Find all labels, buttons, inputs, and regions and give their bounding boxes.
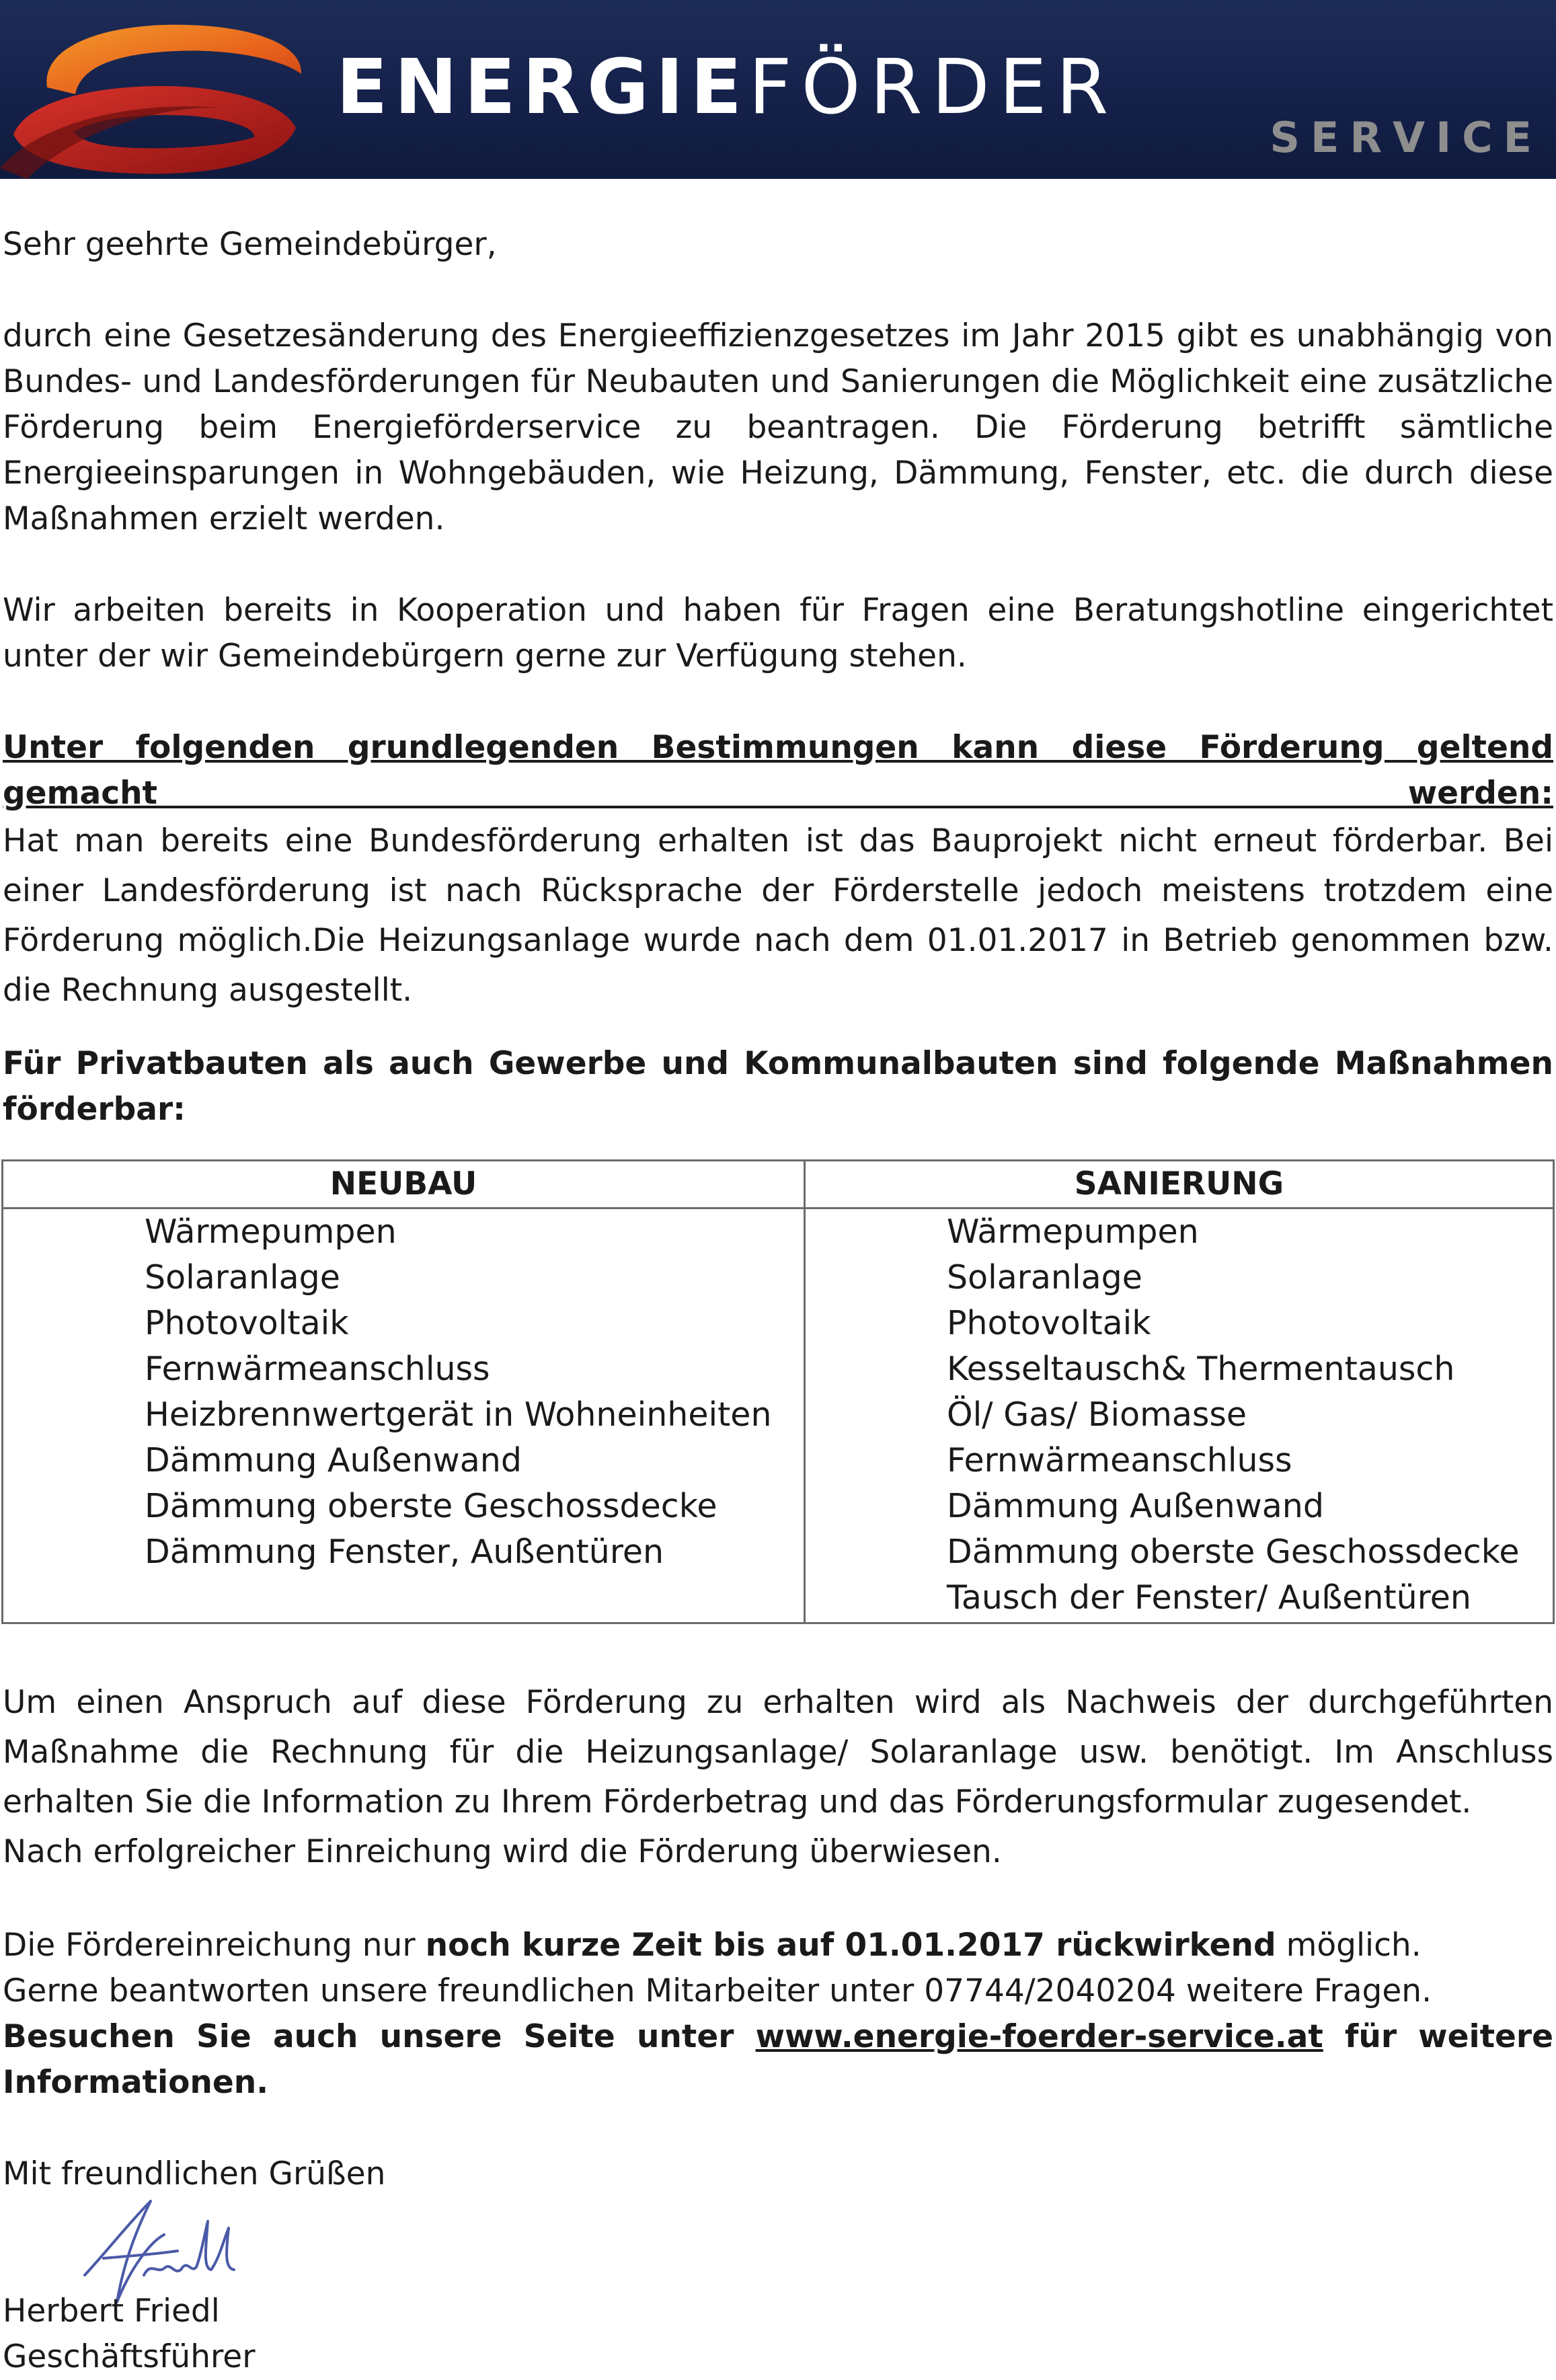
energiefoerder-logo-icon bbox=[0, 0, 316, 179]
measures-heading: Für Privatbauten als auch Gewerbe und Kommunalbauten sind folgende Maßnahmen förderbar: bbox=[3, 1045, 1553, 1128]
paragraph-payout: Nach erfolgreicher Einreichung wird die Förderung überwiesen. bbox=[3, 1833, 1002, 1870]
list-item: Solaranlage bbox=[145, 1258, 340, 1297]
website-suffix: für weitere Informationen. bbox=[3, 2018, 1553, 2101]
closing: Mit freundlichen Grüßen bbox=[3, 2155, 386, 2192]
website-prefix: Besuchen Sie auch unsere Seite unter bbox=[3, 2018, 756, 2055]
table-header-row bbox=[3, 1161, 1554, 1208]
deadline-emphasis: noch kurze Zeit bis auf 01.01.2017 rückwirkend bbox=[425, 1927, 1276, 1964]
letter-body bbox=[3, 222, 1553, 2380]
brand-title-bold: ENERGIE bbox=[336, 44, 749, 131]
table-row bbox=[3, 1208, 1554, 1623]
list-item: Dämmung Fenster, Außentüren bbox=[145, 1533, 664, 1571]
signer-name: Herbert Friedl bbox=[3, 2293, 220, 2330]
signer-title: Geschäftsführer bbox=[3, 2338, 256, 2375]
list-item: Kesseltausch& Thermentausch bbox=[947, 1350, 1455, 1388]
website-line bbox=[3, 2014, 1553, 2106]
sanierung-column bbox=[805, 1208, 1554, 1623]
neubau-list bbox=[3, 1209, 804, 1575]
brand-subtitle: SERVICE bbox=[1270, 113, 1543, 162]
neubau-header: NEUBAU bbox=[3, 1161, 805, 1208]
hotline-line: Gerne beantworten unsere freundlichen Mitarbeiter unter 07744/2040204 weitere Fragen. bbox=[3, 1972, 1432, 2009]
list-item: Heizbrennwertgerät in Wohneinheiten bbox=[145, 1395, 772, 1434]
paragraph-proof: Um einen Anspruch auf diese Förderung zu erhalten wird als Nachweis der durchgeführten Maßnahme die Rechnung für die Heizungsanlage/ Solaranlage usw. benötigt. Im Anschluss erhalten Sie die Information zu Ihrem Förderbetrag und das Förderungsformular zugesendet. bbox=[3, 1684, 1553, 1820]
list-item: Dämmung oberste Geschossdecke bbox=[145, 1487, 717, 1525]
brand-title-light: FÖRDER bbox=[748, 44, 1118, 131]
deadline-line bbox=[3, 1923, 1553, 1968]
list-item: Dämmung Außenwand bbox=[947, 1487, 1324, 1525]
website-link[interactable]: www.energie-foerder-service.at bbox=[755, 2018, 1323, 2055]
salutation: Sehr geehrte Gemeindebürger, bbox=[3, 226, 497, 263]
paragraph-cooperation: Wir arbeiten bereits in Kooperation und haben für Fragen eine Beratungshotline eingerichtet unter der wir Gemeindebürgern gerne zur Verfügung stehen. bbox=[3, 592, 1553, 675]
conditions-heading: Unter folgenden grundlegenden Bestimmungen kann diese Förderung geltend gemacht werden: bbox=[3, 729, 1553, 812]
deadline-prefix: Die Fördereinreichung nur bbox=[3, 1927, 426, 1964]
list-item: Photovoltaik bbox=[145, 1304, 349, 1342]
list-item: Wärmepumpen bbox=[947, 1213, 1199, 1251]
list-item: Solaranlage bbox=[947, 1258, 1142, 1297]
list-item: Fernwärmeanschluss bbox=[947, 1441, 1292, 1480]
list-item: Tausch der Fenster/ Außentüren bbox=[947, 1578, 1471, 1617]
list-item: Öl/ Gas/ Biomasse bbox=[947, 1395, 1247, 1434]
header-banner bbox=[0, 0, 1556, 179]
paragraph-intro: durch eine Gesetzesänderung des Energieeffizienzgesetzes im Jahr 2015 gibt es unabhängig von Bundes- und Landesförderungen für Neubauten und Sanierungen die Möglichkeit eine zusätzliche Förderung beim Energieförderservice zu beantragen. Die Förderung betrifft sämtliche Energieeinsparungen in Wohngebäuden, wie Heizung, Dämmung, Fenster, etc. die durch diese Maßnahmen erzielt werden. bbox=[3, 317, 1553, 537]
measures-table bbox=[1, 1159, 1555, 1624]
list-item: Photovoltaik bbox=[947, 1304, 1151, 1342]
list-item: Wärmepumpen bbox=[145, 1213, 397, 1251]
deadline-suffix: möglich. bbox=[1276, 1927, 1422, 1964]
sanierung-list bbox=[806, 1209, 1553, 1621]
sanierung-header: SANIERUNG bbox=[805, 1161, 1554, 1208]
list-item: Dämmung oberste Geschossdecke bbox=[947, 1533, 1520, 1571]
conditions-text: Hat man bereits eine Bundesförderung erhalten ist das Bauprojekt nicht erneut förderbar. Bei einer Landesförderung ist nach Rücksprache der Förderstelle jedoch meistens trotzdem eine Förderung möglich.Die Heizungsanlage wurde nach dem 01.01.2017 in Betrieb genommen bzw. die Rechnung ausgestellt. bbox=[3, 822, 1553, 1009]
list-item: Fernwärmeanschluss bbox=[145, 1350, 490, 1388]
list-item: Dämmung Außenwand bbox=[145, 1441, 522, 1480]
neubau-column bbox=[3, 1208, 805, 1623]
